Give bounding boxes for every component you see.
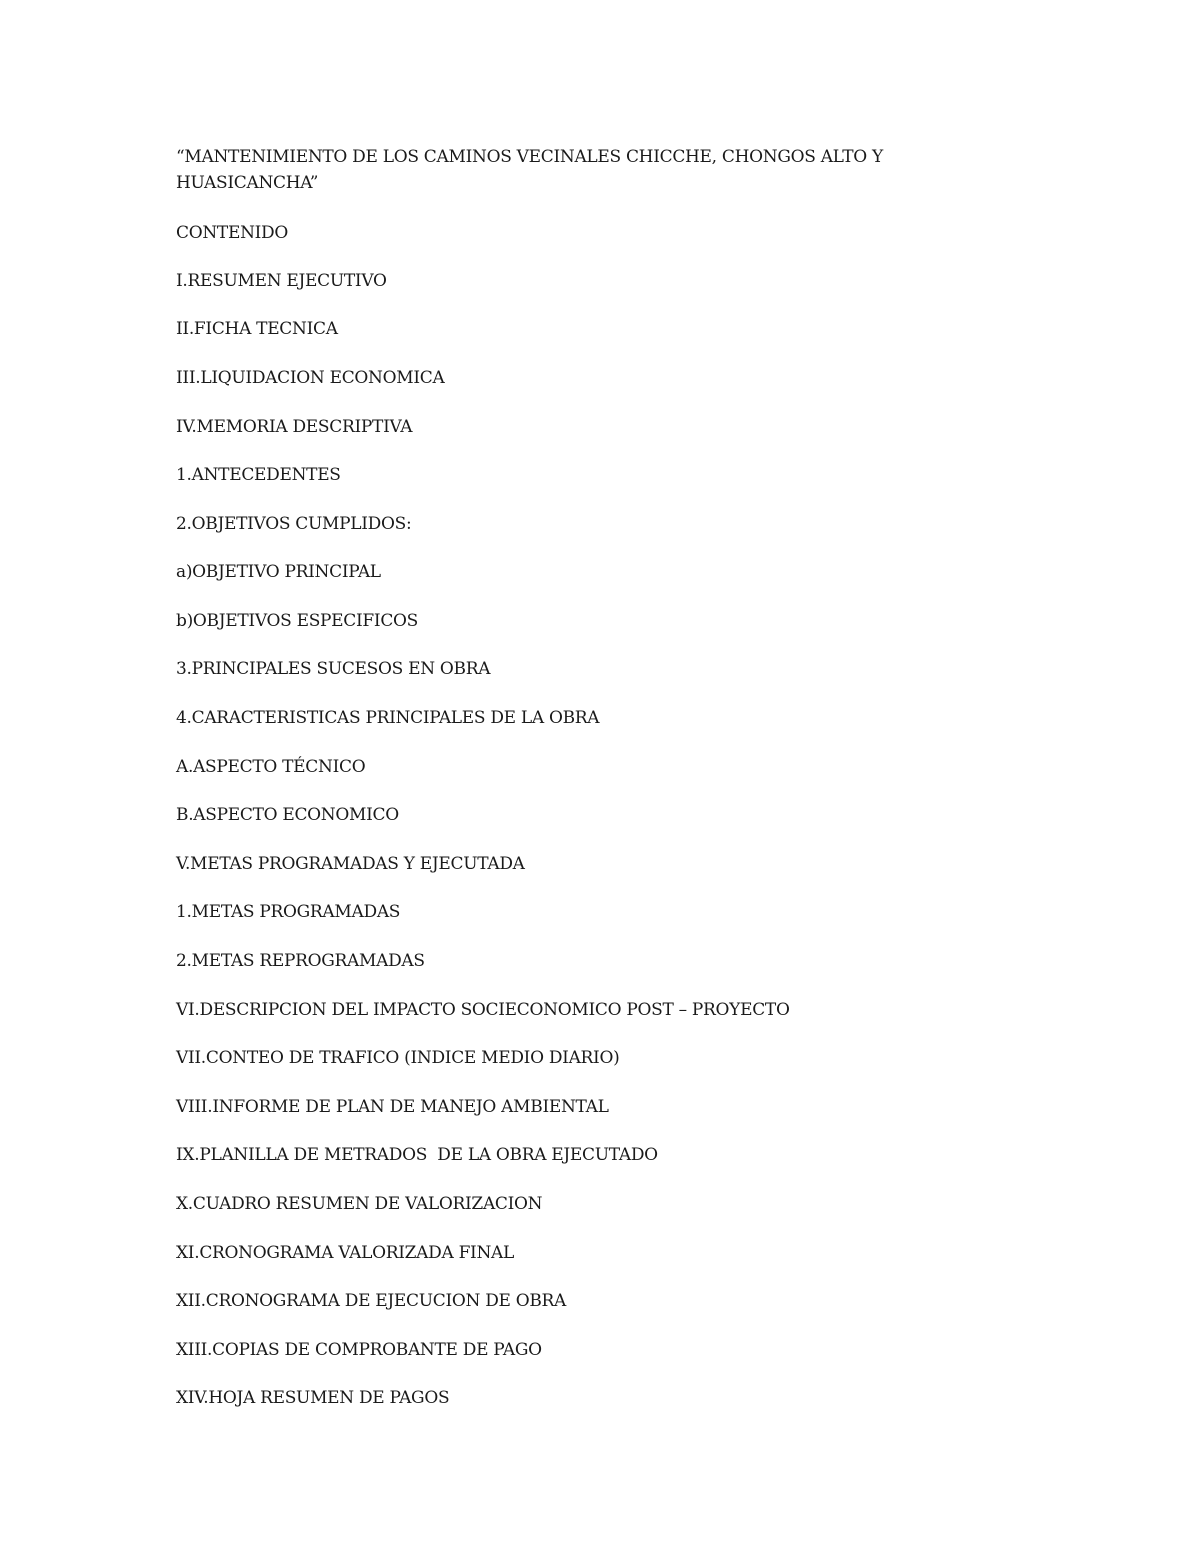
toc-item-9: 3.PRINCIPALES SUCESOS EN OBRA bbox=[176, 659, 491, 679]
toc-item-3: III.LIQUIDACION ECONOMICA bbox=[176, 368, 445, 388]
toc-item-13: V.METAS PROGRAMADAS Y EJECUTADA bbox=[176, 854, 525, 874]
toc-item-11: A.ASPECTO TÉCNICO bbox=[176, 757, 366, 777]
toc-item-4: IV.MEMORIA DESCRIPTIVA bbox=[176, 417, 413, 437]
toc-item-14: 1.METAS PROGRAMADAS bbox=[176, 902, 401, 922]
toc-item-21: XI.CRONOGRAMA VALORIZADA FINAL bbox=[176, 1243, 515, 1263]
toc-item-24: XIV.HOJA RESUMEN DE PAGOS bbox=[176, 1388, 450, 1408]
toc-item-17: VII.CONTEO DE TRAFICO (INDICE MEDIO DIARIO) bbox=[176, 1048, 620, 1068]
toc-item-15: 2.METAS REPROGRAMADAS bbox=[176, 951, 425, 971]
toc-item-7: a)OBJETIVO PRINCIPAL bbox=[176, 562, 381, 582]
toc-item-5: 1.ANTECEDENTES bbox=[176, 465, 341, 485]
toc-item-12: B.ASPECTO ECONOMICO bbox=[176, 805, 399, 825]
toc-item-22: XII.CRONOGRAMA DE EJECUCION DE OBRA bbox=[176, 1291, 567, 1311]
toc-item-2: II.FICHA TECNICA bbox=[176, 319, 338, 339]
toc-item-6: 2.OBJETIVOS CUMPLIDOS: bbox=[176, 514, 412, 534]
toc-item-1: I.RESUMEN EJECUTIVO bbox=[176, 271, 387, 291]
toc-item-16: VI.DESCRIPCION DEL IMPACTO SOCIECONOMICO POST – PROYECTO bbox=[176, 1000, 790, 1020]
toc-item-18: VIII.INFORME DE PLAN DE MANEJO AMBIENTAL bbox=[176, 1097, 609, 1117]
toc-item-8: b)OBJETIVOS ESPECIFICOS bbox=[176, 611, 419, 631]
toc-item-20: X.CUADRO RESUMEN DE VALORIZACION bbox=[176, 1194, 543, 1214]
toc-item-10: 4.CARACTERISTICAS PRINCIPALES DE LA OBRA bbox=[176, 708, 600, 728]
toc-item-23: XIII.COPIAS DE COMPROBANTE DE PAGO bbox=[176, 1340, 542, 1360]
toc-item-19: IX.PLANILLA DE METRADOS DE LA OBRA EJECUTADO bbox=[176, 1145, 658, 1165]
document-title: “MANTENIMIENTO DE LOS CAMINOS VECINALES CHICCHE, CHONGOS ALTO Y HUASICANCHA” bbox=[176, 147, 883, 193]
toc-heading: CONTENIDO bbox=[176, 223, 289, 243]
